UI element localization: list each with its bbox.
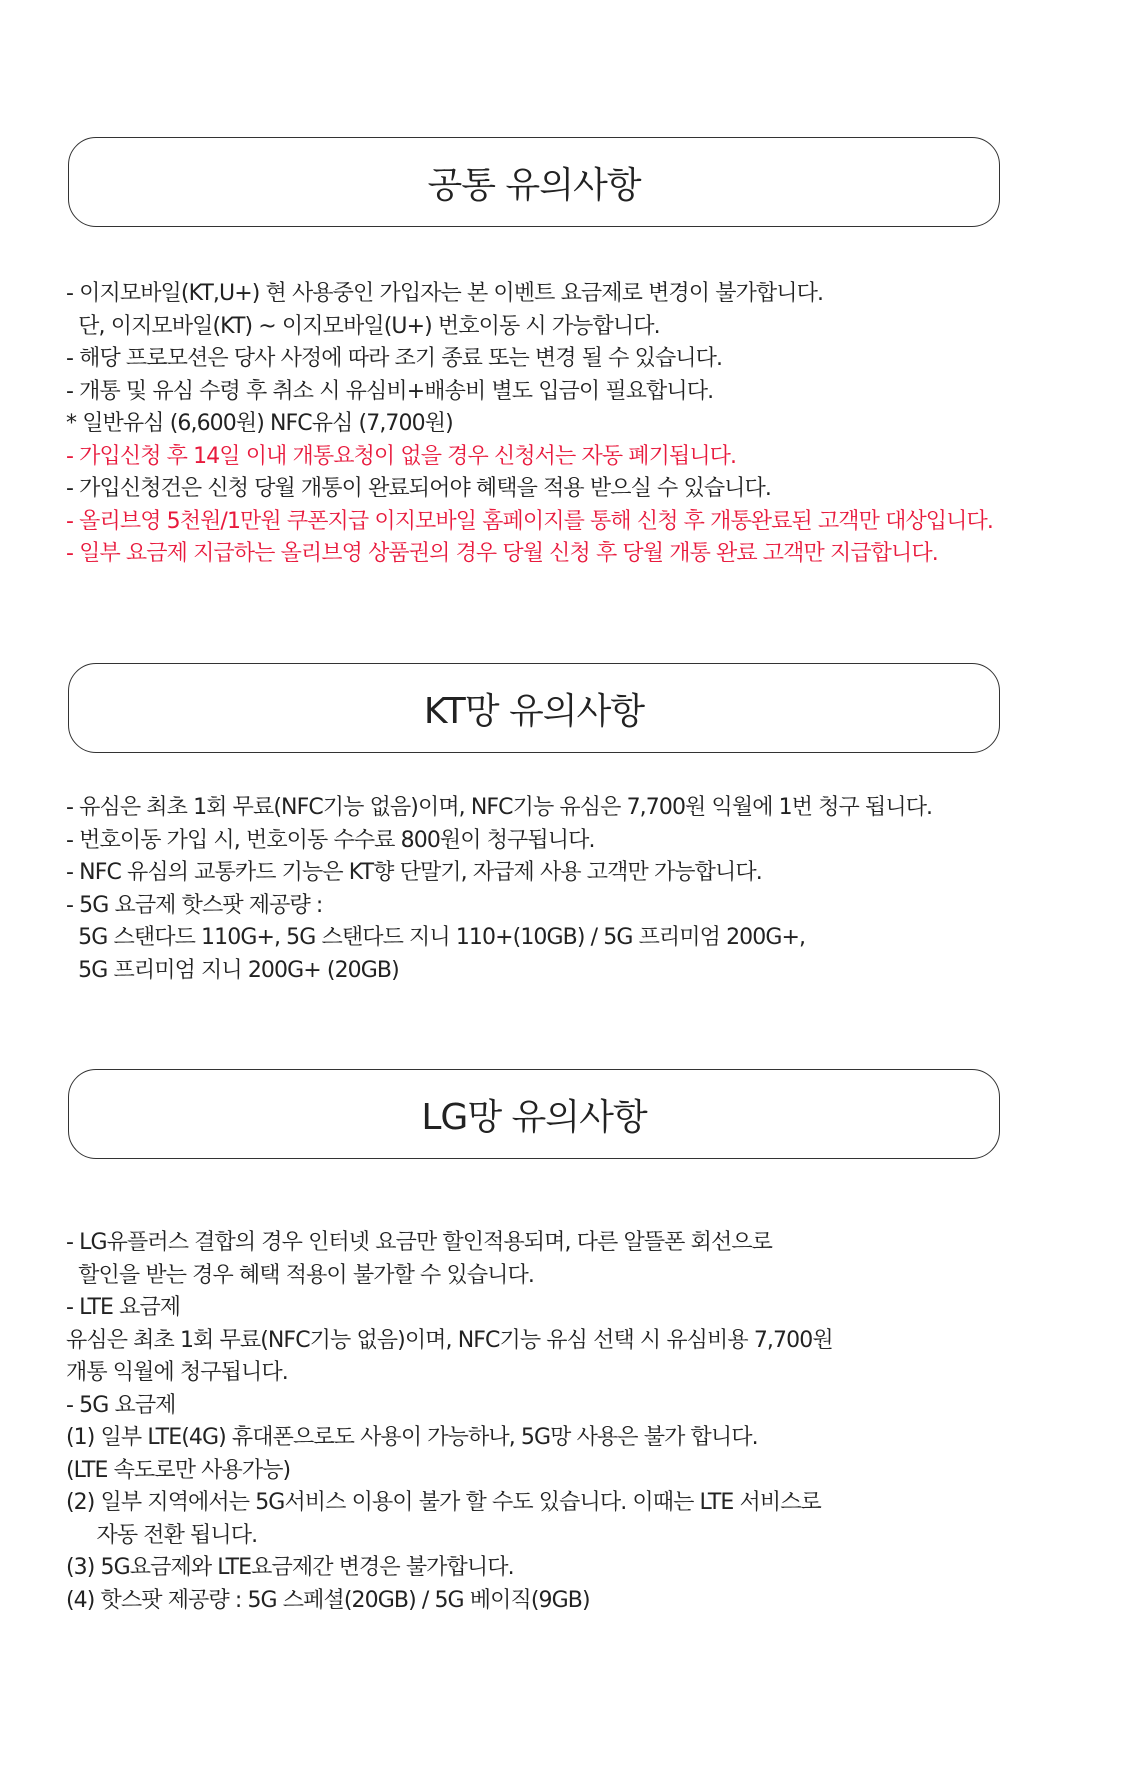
notice-line: - 개통 및 유심 수령 후 취소 시 유심비+배송비 별도 입금이 필요합니다. xyxy=(66,378,714,404)
kt-notice-title: KT망 유의사항 xyxy=(423,690,645,732)
notice-line: * 일반유심 (6,600원) NFC유심 (7,700원) xyxy=(66,411,453,436)
notice-line: - 올리브영 5천원/1만원 쿠폰지급 이지모바일 홈페이지를 통해 신청 후 개통완료된 고객만 대상입니다. xyxy=(66,508,993,534)
notice-line: 단, 이지모바일(KT) ~ 이지모바일(U+) 번호이동 시 가능합니다. xyxy=(66,313,660,339)
lg-notice-title: LG망 유의사항 xyxy=(421,1096,647,1138)
notice-line: 5G 프리미엄 지니 200G+ (20GB) xyxy=(66,957,399,983)
lg-notice-list xyxy=(66,1227,1116,1617)
notice-line: 5G 스탠다드 110G+, 5G 스탠다드 지니 110+(10GB) / 5G 프리미엄 200G+, xyxy=(66,925,806,950)
notice-line: - LG유플러스 결합의 경우 인터넷 요금만 할인적용되며, 다른 알뜰폰 회선으로 xyxy=(66,1230,773,1255)
common-notice-header xyxy=(68,137,1000,227)
notice-line: (1) 일부 LTE(4G) 휴대폰으로도 사용이 가능하나, 5G망 사용은 불가 합니다. xyxy=(66,1425,758,1450)
notice-line: - 번호이동 가입 시, 번호이동 수수료 800원이 청구됩니다. xyxy=(66,827,595,853)
lg-notice-header xyxy=(68,1069,1000,1159)
notice-line: 유심은 최초 1회 무료(NFC기능 없음)이며, NFC기능 유심 선택 시 유심비용 7,700원 xyxy=(66,1327,833,1353)
notice-line: 개통 익월에 청구됩니다. xyxy=(66,1360,288,1385)
notice-line: - 가입신청건은 신청 당월 개통이 완료되어야 혜택을 적용 받으실 수 있습니다. xyxy=(66,476,771,501)
notice-line: - 유심은 최초 1회 무료(NFC기능 없음)이며, NFC기능 유심은 7,700원 익월에 1번 청구 됩니다. xyxy=(66,795,933,820)
kt-notice-list xyxy=(66,792,1116,987)
notice-line: (4) 핫스팟 제공량 : 5G 스페셜(20GB) / 5G 베이직(9GB) xyxy=(66,1587,590,1613)
notice-line: 할인을 받는 경우 혜택 적용이 불가할 수 있습니다. xyxy=(66,1262,534,1288)
notice-line: - NFC 유심의 교통카드 기능은 KT향 단말기, 자급제 사용 고객만 가능합니다. xyxy=(66,860,762,885)
notice-line: (LTE 속도로만 사용가능) xyxy=(66,1457,291,1483)
notice-line: - 가입신청 후 14일 이내 개통요청이 없을 경우 신청서는 자동 폐기됩니다. xyxy=(66,443,737,469)
notice-line: 자동 전환 됩니다. xyxy=(66,1522,258,1548)
kt-notice-header xyxy=(68,663,1000,753)
common-notice-title: 공통 유의사항 xyxy=(427,164,641,206)
notice-line: (3) 5G요금제와 LTE요금제간 변경은 불가합니다. xyxy=(66,1555,514,1580)
notice-line: - 이지모바일(KT,U+) 현 사용중인 가입자는 본 이벤트 요금제로 변경이 불가합니다. xyxy=(66,281,824,306)
notice-line: - 해당 프로모션은 당사 사정에 따라 조기 종료 또는 변경 될 수 있습니다. xyxy=(66,346,723,371)
notice-line: (2) 일부 지역에서는 5G서비스 이용이 불가 할 수도 있습니다. 이때는 LTE 서비스로 xyxy=(66,1490,821,1515)
notice-line: - LTE 요금제 xyxy=(66,1295,181,1320)
notice-line: - 5G 요금제 핫스팟 제공량 : xyxy=(66,892,323,918)
notice-line: - 일부 요금제 지급하는 올리브영 상품권의 경우 당월 신청 후 당월 개통 완료 고객만 지급합니다. xyxy=(66,541,938,566)
common-notice-list xyxy=(66,278,1116,571)
notice-line: - 5G 요금제 xyxy=(66,1392,176,1418)
